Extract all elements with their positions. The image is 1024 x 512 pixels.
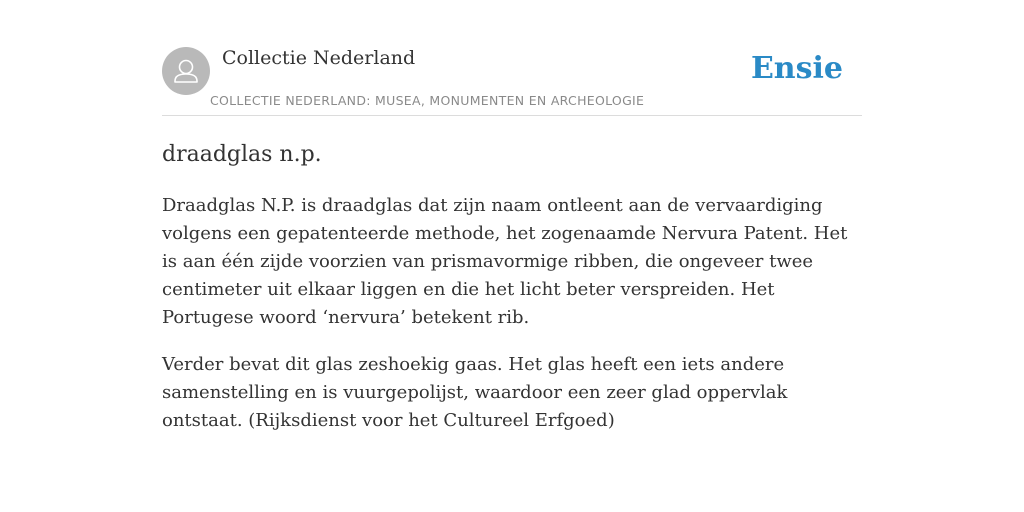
avatar[interactable] (162, 47, 210, 95)
author-name[interactable]: Collectie Nederland (222, 47, 416, 69)
entry-body (162, 192, 862, 454)
ensie-logo[interactable]: Ensie (750, 51, 843, 86)
entry-title: draadglas n.p. (162, 142, 322, 167)
user-icon (162, 47, 210, 95)
source-collection[interactable]: COLLECTIE NEDERLAND: MUSEA, MONUMENTEN EN ARCHEOLOGIE (210, 93, 645, 108)
entry-header (162, 46, 862, 116)
entry-paragraph: Verder bevat dit glas zeshoekig gaas. Het glas heeft een iets andere samenstelling en is vuurgepolijst, waardoor een zeer glad oppervlak ontstaat. (Rijksdienst voor het Cultureel Erfgoed) (162, 354, 788, 431)
entry-paragraph: Draadglas N.P. is draadglas dat zijn naam ontleent aan de vervaardiging volgens een gepatenteerde methode, het zogenaamde Nervura Patent. Het is aan één zijde voorzien van prismavormige ribben, die ongeveer twee centimeter uit elkaar liggen en die het licht beter verspreiden. Het Portugese woord ‘nervura’ betekent rib. (162, 195, 848, 328)
